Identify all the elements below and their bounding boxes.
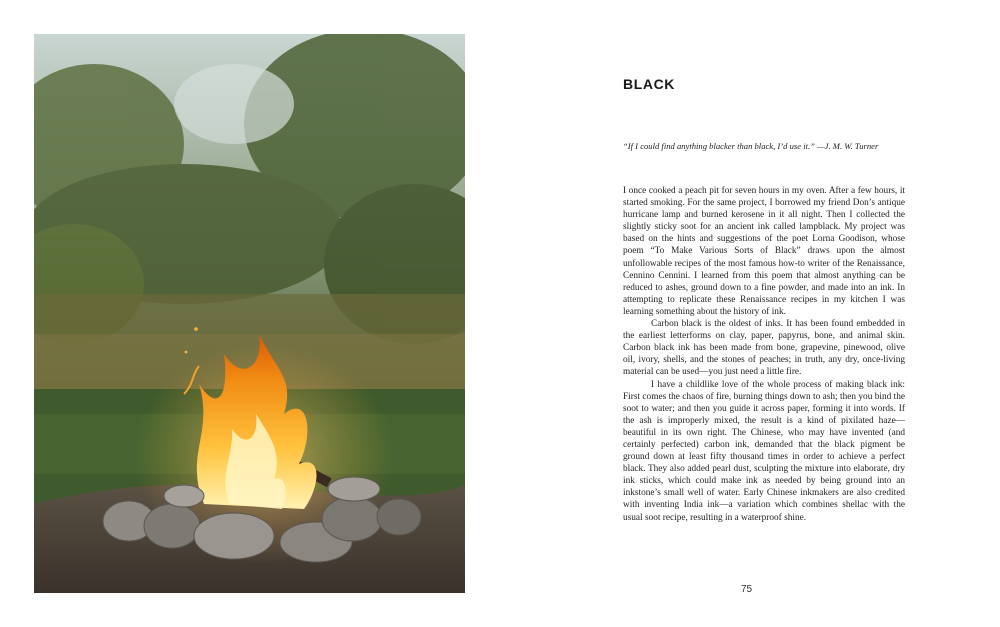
chapter-heading: BLACK — [623, 76, 675, 92]
campfire-photo — [34, 34, 465, 593]
body-text — [623, 185, 905, 524]
paragraph: I have a childlike love of the whole process of making black ink: First comes the chaos of fire, burning things down to ash; then you bind the soot to water; and then you guide it across paper, forming it into words. If the ash is improperly mixed, the result is a kind of pixilated haze—beautiful in its own right. The Chinese, who may have invented (and certainly perfected) carbon ink, demanded that the black pigment be ground down at least fifty thousand times in order to achieve a perfect black. They also added pearl dust, sculpting the mixture into elaborate, dry ink sticks, which could make ink as needed by being ground into an inkstone’s small well of water. Early Chinese inkmakers are also credited with inventing India ink—a variation which combines shellac with the usual soot recipe, resulting in a waterproof shine. — [623, 379, 905, 523]
paragraph: Carbon black is the oldest of inks. It has been found embedded in the earliest letterforms on clay, paper, papyrus, bone, and animal skin. Carbon black ink has been made from bone, grapevine, pinewood, olive oil, ivory, shells, and the stones of peaches; in truth, any dry, once-living material can be used—you just need a little fire. — [623, 319, 905, 378]
paragraph: I once cooked a peach pit for seven hours in my oven. After a few hours, it started smoking. For the same project, I borrowed my friend Don’s antique hurricane lamp and burned kerosene in it all night. Then I collected the slightly sticky soot for an ancient ink called lampblack. My project was based on the hints and suggestions of the poet Lorna Goodison, whose poem “To Make Various Sorts of Black” draws upon the almost unfollowable recipes of the most famous how-to writer of the Renaissance, Cennino Cennini. I learned from this poem that almost anything can be reduced to ashes, ground down to a fine powder, and made into an ink. In attempting to replicate these Renaissance recipes in my kitchen I was learning something about the history of ink. — [623, 186, 905, 317]
epigraph-quote: “If I could find anything blacker than black, I’d use it.” —J. M. W. Turner — [623, 141, 879, 151]
page-number: 75 — [741, 584, 753, 595]
